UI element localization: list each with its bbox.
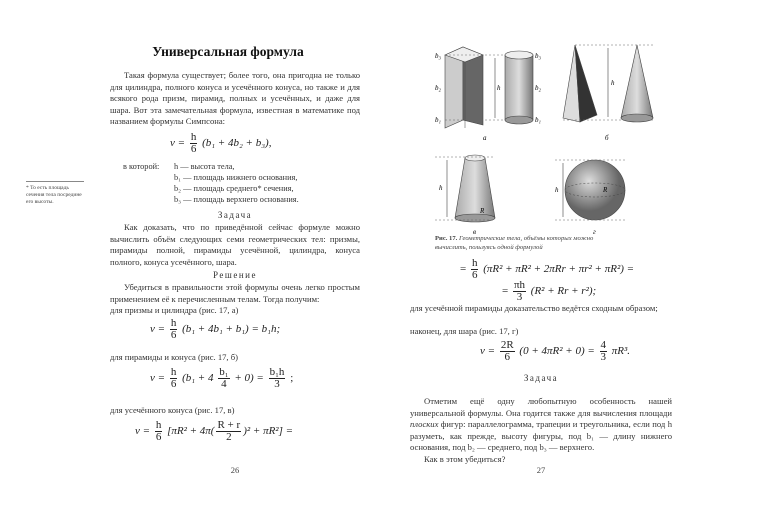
label-h-cone: h [611,79,615,87]
formula-sphere: v = $\frac{2R}{6}$ (0 + 4πR² + 0) = $\frac{4}{3}$ πR³. [480,339,631,363]
task-paragraph: Как доказать, что по приведённой сейчас формуле можно вычислить объём следующих семи геометрических тел: призмы, пирамиды полной, пирамиды усечённой, цилиндра, конуса полного, конуса усечённого, шара. [110,222,360,267]
definition-b3: b₃ — площадь верхнего основания. [174,195,299,204]
label-R-frustum: R [480,207,485,215]
label-R-sphere: R [603,186,608,194]
label-b2: b₂ [435,84,441,92]
label-h-frustum: h [439,184,443,192]
figure-caption: Рис. 17. Геометрические тела, объёмы которых можно вычислить, пользуясь одной формулой [435,235,594,251]
case-prism: для призмы и цилиндра (рис. 17, а) [110,305,239,315]
solution-paragraph: Убедиться в правильности этой формулы очень легко простым применением её к перечисленным телам. Тогда получим: [110,282,360,304]
label-b: б [605,134,609,142]
label-h-sphere: h [555,186,559,194]
label-g: г [593,228,596,236]
cylinder-shape [505,51,533,124]
where-label: в которой: [123,162,160,171]
label-b3: b₃ [435,52,441,60]
formula-prism: v = $\frac{h}{6}$ (b₁ + 4b₁ + b₁) = b₁h; [150,317,281,341]
definition-b2: b₂ — площадь среднего* сечения, [174,184,294,193]
label-b3-cyl: b₃ [535,52,541,60]
footnote-rule [26,181,84,182]
definition-h: h — высота тела, [174,162,235,171]
prism-shape [445,47,483,128]
simpson-formula: v = $\frac{h}{6}$ (b₁ + 4b₂ + b₃), [170,131,272,155]
formula-frustum: v = $\frac{h}{6}$ [πR² + 4π( $\frac{R + r}{2}$ )² + πR²] = [135,419,294,443]
case-trunc-pyramid: для усечённой пирамиды доказательство ведётся сходным образом; [410,303,658,313]
task-paragraph-right: Отметим ещё одну любопытную особенность нашей универсальной формулы. Она годится также для вычисления площади плоских фигур: параллелограмма, трапеции и треугольника, если под h разуметь, как прежде, высоту фигуры, под b₁ — длину нижнего основания, под b₂ — среднего, под b₃ — верхнего. [410,396,672,453]
formula-continuation-1: = $\frac{h}{6}$ (πR² + πR² + 2πRr + πr² + πR²) = [460,257,635,281]
frustum-shape [455,155,495,222]
page-number-right: 27 [536,465,546,475]
page-title: Универсальная формула [152,44,304,59]
cone-shape [621,45,653,122]
definitions-list [174,161,299,205]
question: Как в этом убедиться? [424,454,506,464]
solution-heading: Решение [213,270,257,280]
case-frustum: для усечённого конуса (рис. 17, в) [110,405,235,415]
label-b1-cyl: b₁ [535,116,541,124]
case-sphere: наконец, для шара (рис. 17, г) [410,326,519,336]
right-page [395,0,770,507]
definition-b1: b₁ — площадь нижнего основания, [174,173,298,182]
task-heading-right: Задача [523,373,559,383]
formula-continuation-2: = $\frac{\pi h}{3}$ (R² + Rr + r²); [502,279,597,303]
sphere-shape [565,160,625,220]
label-h: h [497,84,501,92]
label-v: в [473,228,477,236]
footnote: * То есть площадь сечения тела посредине его высоты. [26,185,82,205]
case-pyramid: для пирамиды и конуса (рис. 17, б) [110,352,238,362]
label-a: а [483,134,487,142]
page-number-left: 26 [230,465,240,475]
label-b2-cyl: b₂ [535,84,541,92]
figure-17 [425,40,665,236]
formula-pyramid: v = $\frac{h}{6}$ (b₁ + 4 $\frac{\text{b₁}}{4}$ + 0) = $\frac{\text{b₁h}}{3}$ ; [150,366,294,390]
intro-paragraph: Такая формула существует; более того, она пригодна не только для цилиндра, полного конуса и усечённого конуса, но также и для всякого рода призм, пирамид, полных и усечённых, и даже для шара. Вот эта замечательная формула, известная в математике под названием формулы Симпсона: [110,70,360,127]
pyramid-shape [563,45,597,122]
label-b1: b₁ [435,116,441,124]
task-heading: Задача [217,210,253,220]
